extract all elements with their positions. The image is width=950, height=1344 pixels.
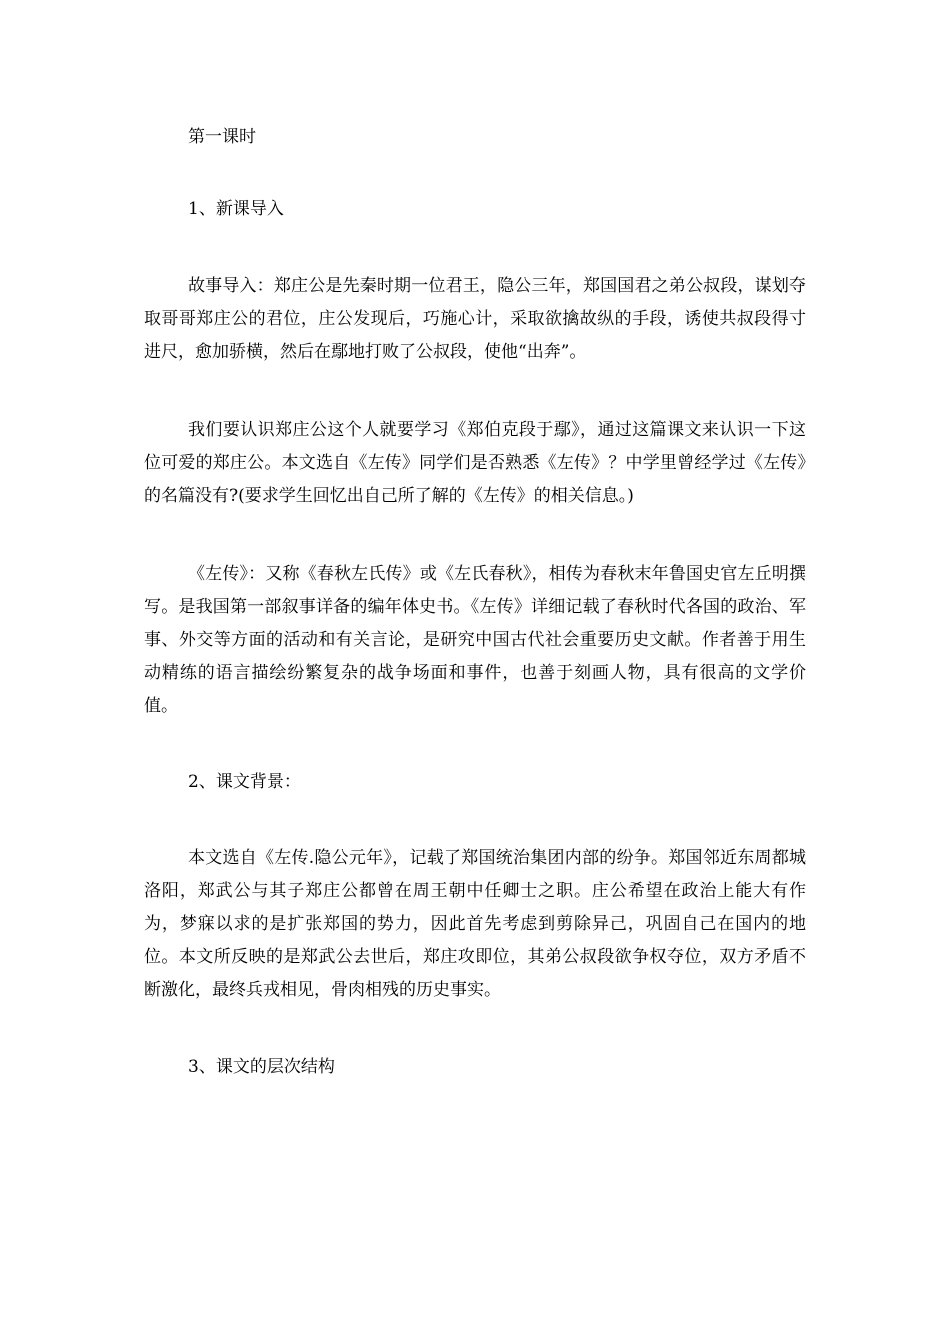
spacer: [144, 152, 806, 194]
document-body: [144, 122, 806, 1082]
spacer: [144, 369, 806, 414]
section-heading-background: 2、课文背景：: [188, 772, 301, 792]
spacer: [144, 224, 806, 270]
lesson-title: 第一课时: [188, 127, 256, 147]
spacer: [144, 513, 806, 558]
section-heading-intro: 1、新课导入: [188, 199, 284, 219]
spacer: [144, 1007, 806, 1052]
spacer: [144, 797, 806, 842]
paragraph-background: 本文选自《左传.隐公元年》，记载了郑国统治集团内部的纷争。郑国邻近东周都城洛阳，郑武公与其子郑庄公都曾在周王朝中任卿士之职。庄公希望在政治上能大有作为，梦寐以求的是扩张郑国的势力，因此首先考虑到剪除异己，巩固自己在国内的地位。本文所反映的是郑武公去世后，郑庄攻即位，其弟公叔段欲争权夺位，双方矛盾不断激化，最终兵戎相见，骨肉相残的历史事实。: [144, 848, 806, 1000]
paragraph-zuozhuan-info: 《左传》：又称《春秋左氏传》或《左氏春秋》，相传为春秋末年鲁国史官左丘明撰写。是我国第一部叙事详备的编年体史书。《左传》详细记载了春秋时代各国的政治、军事、外交等方面的活动和有关言论，是研究中国古代社会重要历史文献。作者善于用生动精练的语言描绘纷繁复杂的战争场面和事件，也善于刻画人物，具有很高的文学价值。: [144, 564, 806, 716]
spacer: [144, 723, 806, 767]
section-heading-structure: 3、课文的层次结构: [188, 1057, 335, 1077]
paragraph-lesson-purpose: 我们要认识郑庄公这个人就要学习《郑伯克段于鄢》，通过这篇课文来认识一下这位可爱的郑庄公。本文选自《左传》同学们是否熟悉《左传》？中学里曾经学过《左传》的名篇没有?(要求学生回忆出自己所了解的《左传》的相关信息。): [144, 420, 806, 506]
paragraph-story-intro: 故事导入：郑庄公是先秦时期一位君王，隐公三年，郑国国君之弟公叔段，谋划夺取哥哥郑庄公的君位，庄公发现后，巧施心计，采取欲擒故纵的手段，诱使共叔段得寸进尺，愈加骄横，然后在鄢地打败了公叔段，使他“出奔”。: [144, 276, 806, 362]
